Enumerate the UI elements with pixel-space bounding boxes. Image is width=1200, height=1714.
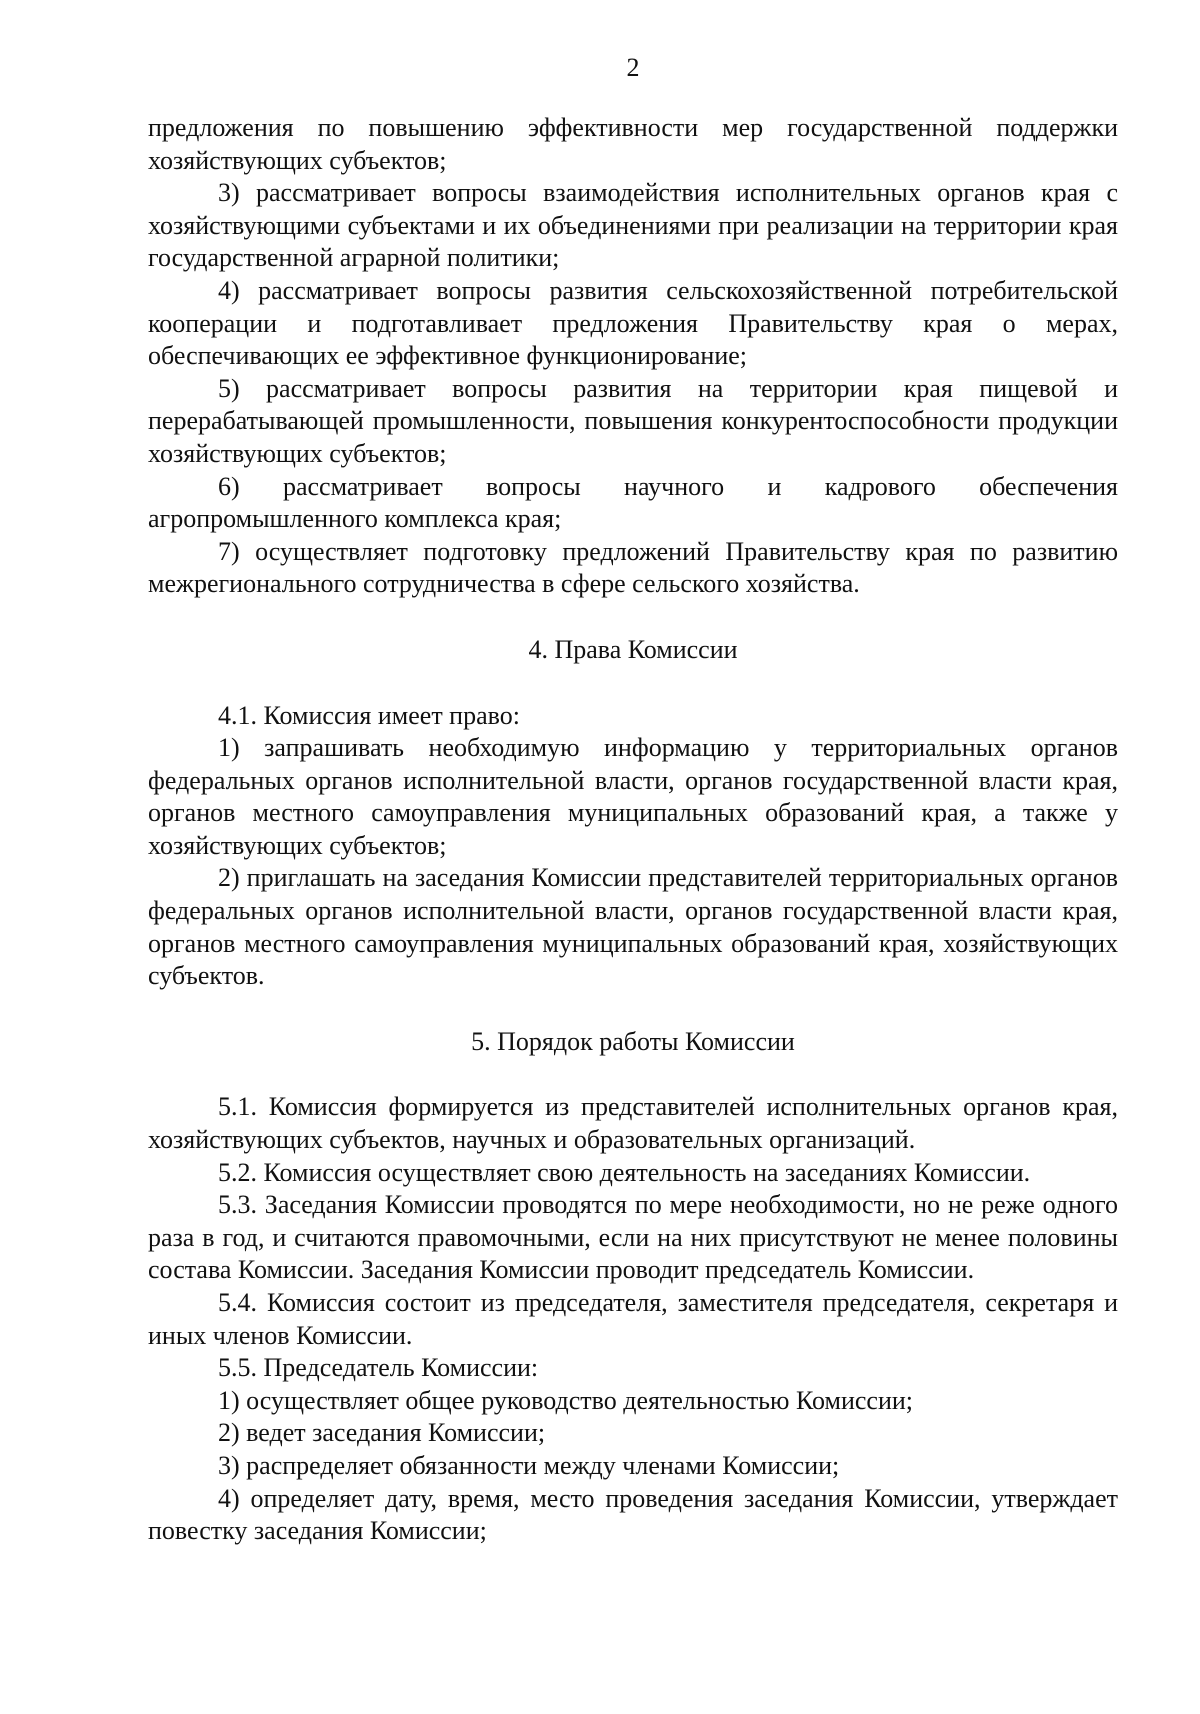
section-5-heading: 5. Порядок работы Комиссии	[471, 1026, 795, 1056]
paragraph-item-5: 5) рассматривает вопросы развития на территории края пищевой и перерабатывающей промышленности, повышения конкурентоспособности продукции хозяйствующих субъектов;	[148, 373, 1118, 468]
paragraph-5-4: 5.4. Комиссия состоит из председателя, заместителя председателя, секретаря и иных членов Комиссии.	[148, 1288, 1118, 1350]
paragraph-5-1: 5.1. Комиссия формируется из представителей исполнительных органов края, хозяйствующих субъектов, научных и образовательных организаций.	[148, 1092, 1118, 1155]
paragraph-5-5-item-2: 2) ведет заседания Комиссии;	[218, 1418, 546, 1448]
paragraph-4-1: 4.1. Комиссия имеет право:	[218, 700, 520, 730]
paragraph-5-5-item-4: 4) определяет дату, время, место проведения заседания Комиссии, утверждает повестку заседания Комиссии;	[148, 1483, 1118, 1546]
paragraph-4-1-item-2: 2) приглашать на заседания Комиссии представителей территориальных органов федеральных органов исполнительной власти, органов государственной власти края, органов местного самоуправления муниципальных образований края, хозяйствующих субъектов.	[148, 863, 1118, 991]
document-body	[148, 112, 1118, 1548]
page-number: 2	[626, 53, 640, 82]
paragraph-5-2: 5.2. Комиссия осуществляет свою деятельность на заседаниях Комиссии.	[218, 1157, 1031, 1187]
paragraph-item-6: 6) рассматривает вопросы научного и кадрового обеспечения агропромышленного комплекса края;	[148, 471, 1118, 534]
paragraph-5-5: 5.5. Председатель Комиссии:	[218, 1353, 539, 1383]
paragraph-item-3: 3) рассматривает вопросы взаимодействия исполнительных органов края с хозяйствующими субъектами и их объединениями при реализации на территории края государственной аграрной политики;	[148, 178, 1118, 273]
section-4-heading: 4. Права Комиссии	[528, 634, 738, 664]
paragraph-4-1-item-1: 1) запрашивать необходимую информацию у территориальных органов федеральных органов исполнительной власти, органов государственной власти края, органов местного самоуправления муниципальных образований края, а также у хозяйствующих субъектов;	[148, 733, 1118, 860]
paragraph: предложения по повышению эффективности мер государственной поддержки хозяйствующих субъектов;	[148, 113, 1118, 175]
paragraph-5-3: 5.3. Заседания Комиссии проводятся по мере необходимости, но не реже одного раза в год, и считаются правомочными, если на них присутствуют не менее половины состава Комиссии. Заседания Комиссии проводит председатель Комиссии.	[148, 1190, 1118, 1285]
paragraph-5-5-item-3: 3) распределяет обязанности между членами Комиссии;	[218, 1450, 840, 1480]
paragraph-5-5-item-1: 1) осуществляет общее руководство деятельностью Комиссии;	[218, 1385, 914, 1415]
paragraph-item-7: 7) осуществляет подготовку предложений Правительству края по развитию межрегионального сотрудничества в сфере сельского хозяйства.	[148, 536, 1118, 599]
paragraph-item-4: 4) рассматривает вопросы развития сельскохозяйственной потребительской кооперации и подготавливает предложения Правительству края о мерах, обеспечивающих ее эффективное функционирование;	[148, 275, 1118, 371]
